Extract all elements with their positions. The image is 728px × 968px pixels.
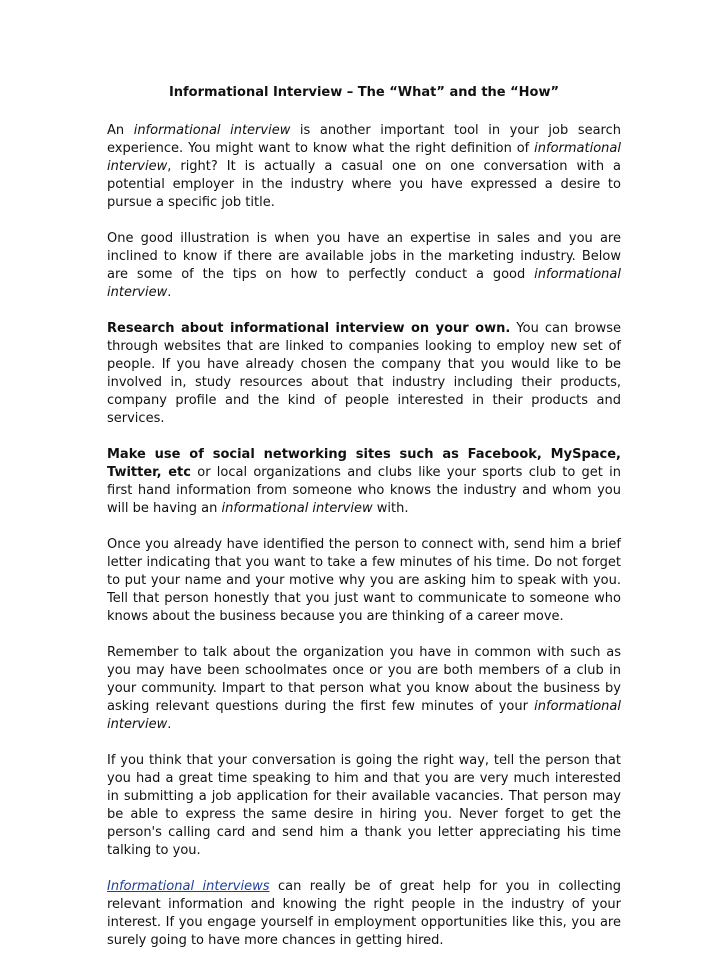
tip-heading: Make use of social networking sites such as Facebook, MySpace, Twitter, etc — [107, 447, 621, 480]
paragraph-conversation-followup: If you think that your conversation is going the right way, tell the person that you had a great time speaking to him and that you are very much interested in submitting a job application for their available vacancies. That person may be able to express the same desire in hiring you. Never forget to get the person's calling card and send him a thank you letter appreciating his time talking to you. — [107, 753, 621, 858]
tip-heading: Research about informational interview on your own. — [107, 321, 511, 336]
text-span: Remember to talk about the organization you have in common with such as you may have been schoolmates once or you are both members of a club in your community. Impart to that person what you know about the business by asking relevant questions during the first few minutes of your — [107, 645, 621, 714]
text-span: You can browse through websites that are linked to companies looking to employ new set of people. If you have already chosen the company that you would like to be involved in, study resources about that industry including their products, company profile and the kind of people interested in their products and services. — [107, 321, 622, 426]
italic-term: informational interview — [107, 699, 621, 732]
paragraph-conclusion — [107, 878, 621, 950]
informational-interviews-link[interactable]: Informational interviews — [107, 879, 270, 894]
paragraph-illustration — [107, 230, 621, 302]
text-span: One good illustration is when you have an expertise in sales and you are inclined to know if there are available jobs in the marketing industry. Below are some of the tips on how to perfectly conduct a good — [107, 231, 621, 282]
paragraph-contact-letter: Once you already have identified the person to connect with, send him a brief letter indicating that you want to take a few minutes of his time. Do not forget to put your name and your motive why you are asking him to speak with you. Tell that person honestly that you just want to communicate to someone who knows about the business because you are thinking of a career move. — [107, 537, 621, 624]
italic-term: informational interview — [107, 267, 621, 300]
paragraph-social-networking-tip — [107, 446, 621, 518]
paragraph-intro — [107, 122, 621, 212]
italic-term: informational interview — [107, 141, 621, 174]
text-span: or local organizations and clubs like your sports club to get in first hand information from someone who knows the industry and whom you will be having an — [107, 465, 621, 516]
document-page — [107, 84, 621, 968]
text-span: with. — [372, 501, 409, 516]
text-span: is another important tool in your job search experience. You might want to know what the right definition of — [107, 123, 621, 156]
text-span: can really be of great help for you in collecting relevant information and knowing the right people in the industry of your interest. If you engage yourself in employment opportunities like this, you are surely going to have more chances in getting hired. — [107, 879, 621, 948]
italic-term: informational interview — [221, 501, 373, 516]
italic-term: informational interview — [133, 123, 291, 138]
text-span: . — [167, 285, 172, 300]
paragraph-research-tip — [107, 320, 621, 428]
paragraph-common-organization — [107, 644, 621, 734]
document-title: Informational Interview – The “What” and the “How” — [168, 85, 560, 100]
text-span: . — [167, 717, 172, 732]
text-span: An — [107, 123, 134, 138]
text-span: , right? It is actually a casual one on one conversation with a potential employer in the industry where you have expressed a desire to pursue a specific job title. — [107, 159, 621, 210]
